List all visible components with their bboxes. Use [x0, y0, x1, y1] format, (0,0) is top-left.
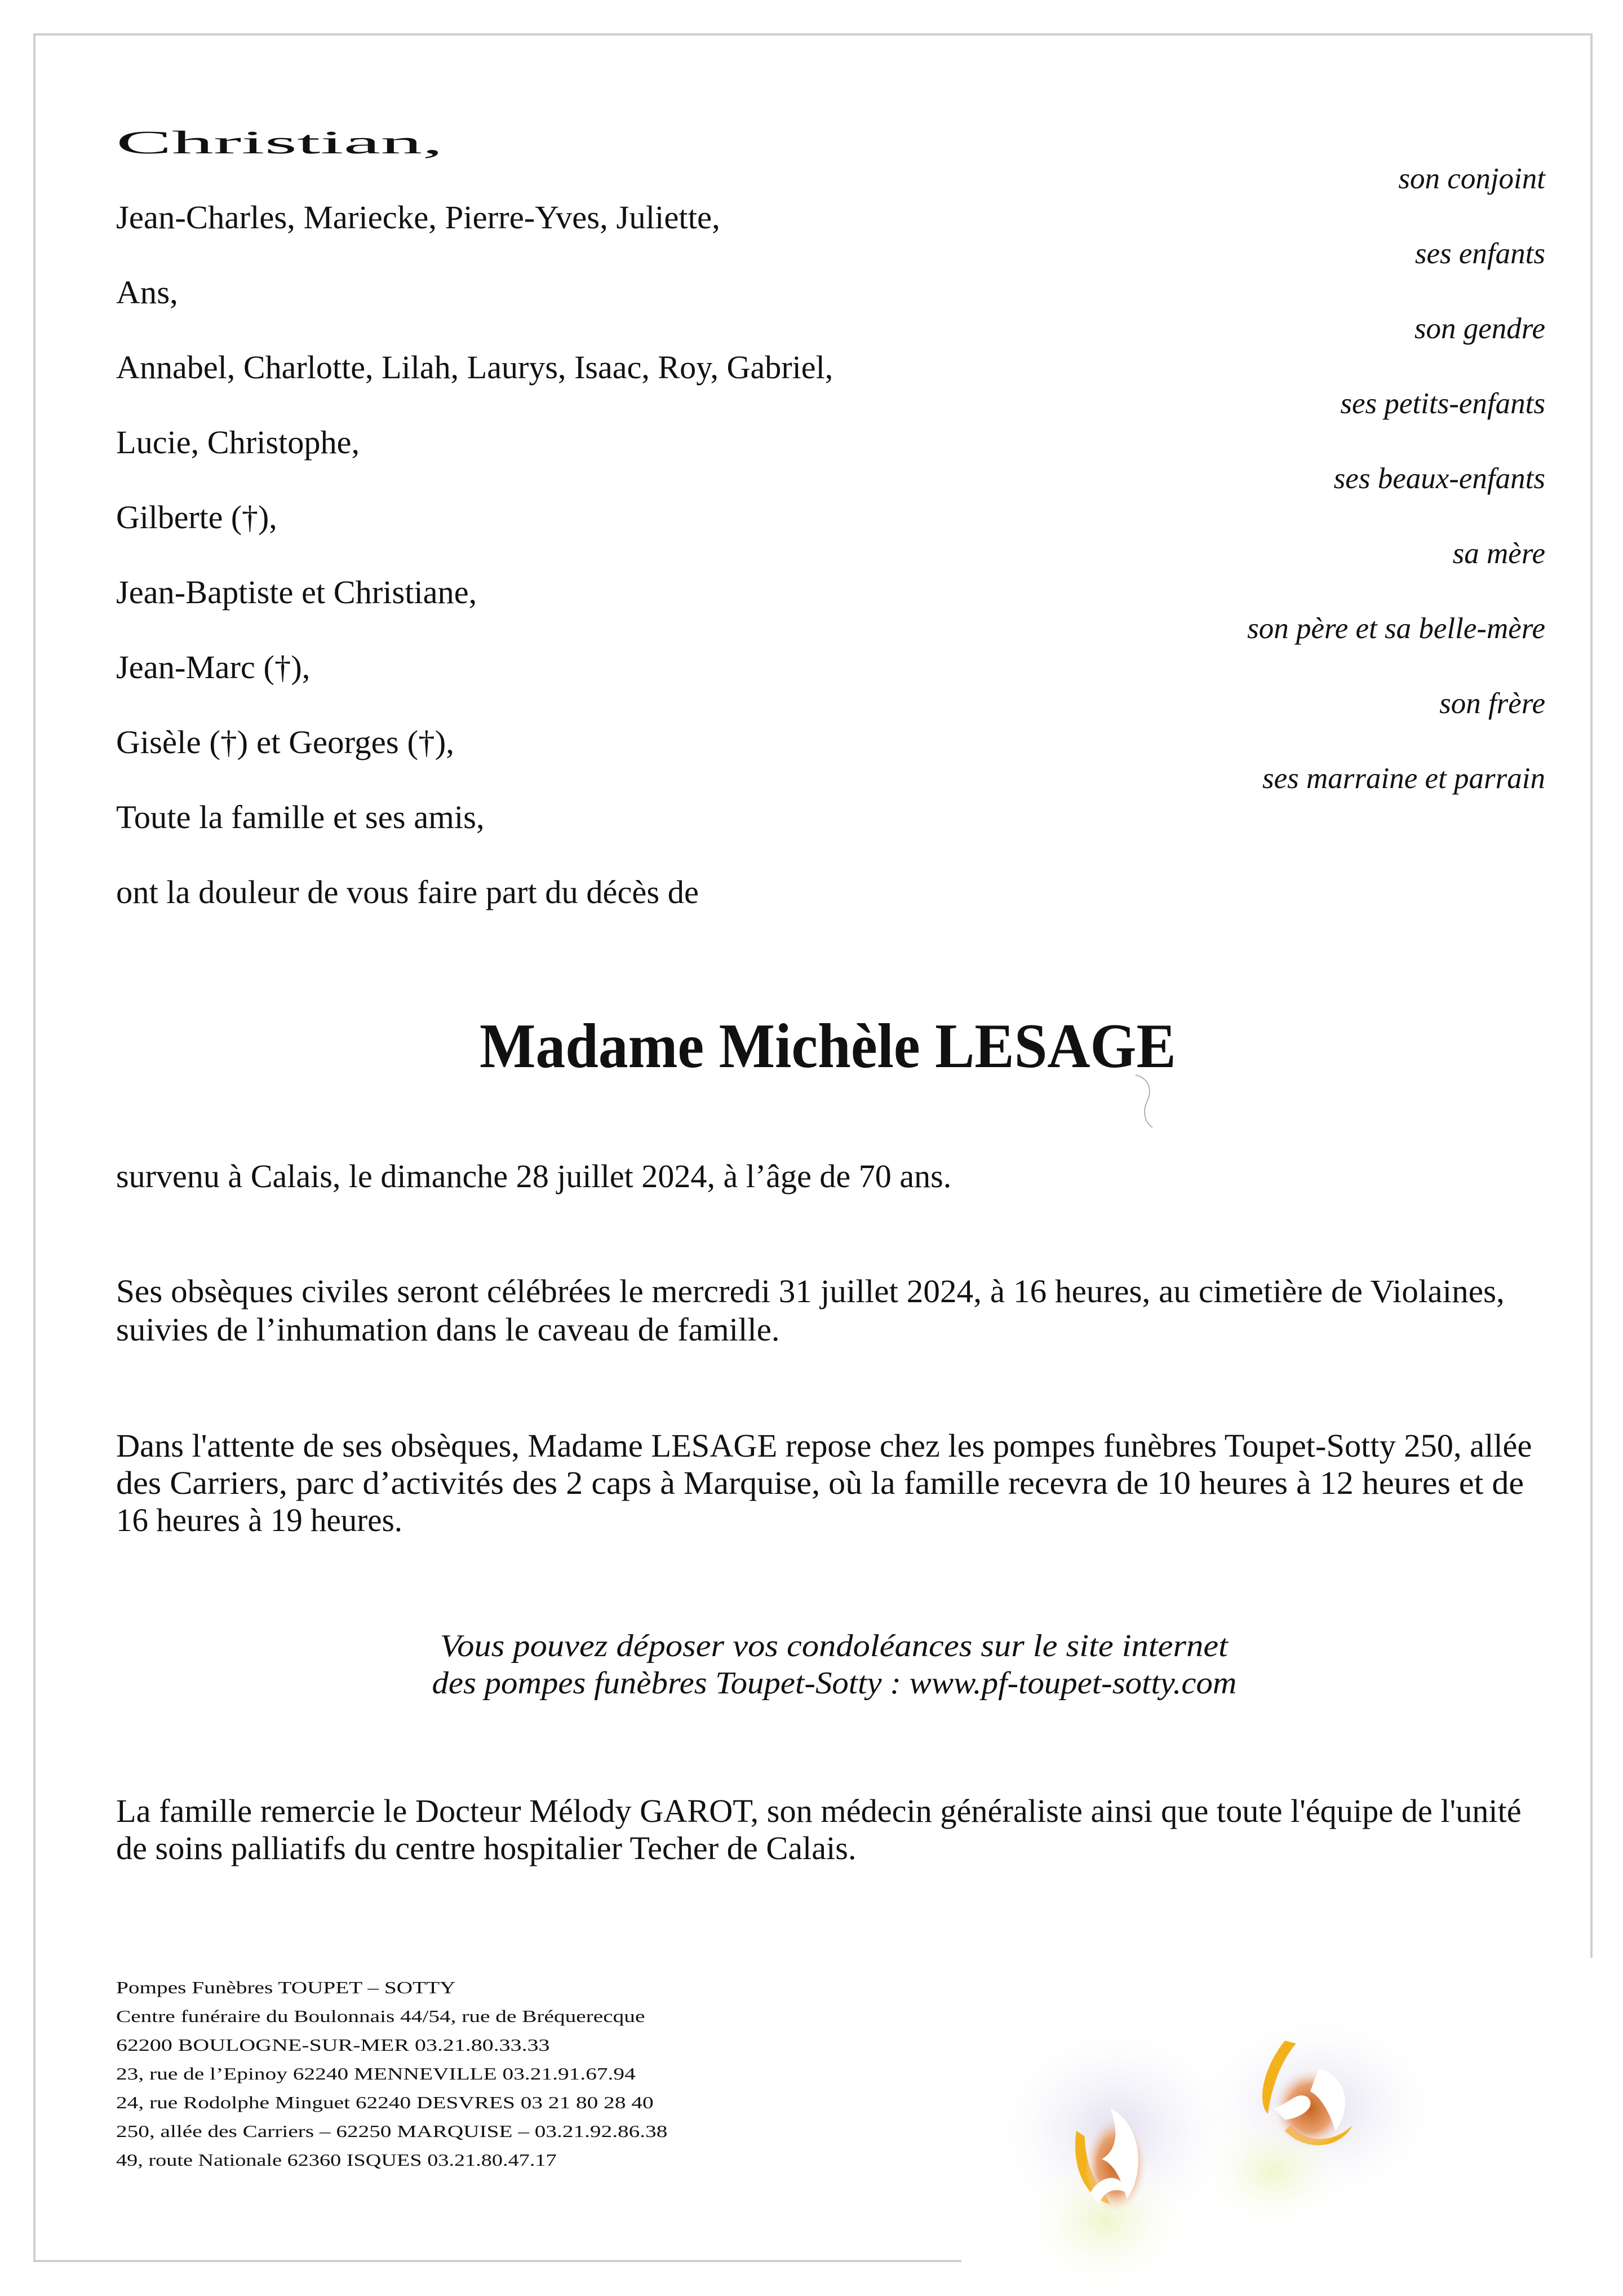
thanks-line: La famille remercie le Docteur Mélody GAROT, son médecin généraliste ainsi que toute l'équipe de l'unité [116, 1793, 1522, 1829]
announcement-text: ont la douleur de vous faire part du décès de [116, 874, 699, 910]
family-name-line: Ans, [116, 274, 178, 311]
death-notice-text: survenu à Calais, le dimanche 28 juillet 2024, à l’âge de 70 ans. [116, 1158, 952, 1195]
condolences-link-line[interactable]: des pompes funèbres Toupet-Sotty : www.pf-toupet-sotty.com [432, 1666, 1236, 1701]
page-frame-left [33, 33, 36, 2262]
footer-line: 250, allée des Carriers – 62250 MARQUISE – 03.21.92.86.38 [116, 2121, 668, 2141]
orchid-flowers-image [958, 1928, 1623, 2296]
footer-line: 49, route Nationale 62360 ISQUES 03.21.80.47.17 [116, 2150, 557, 2170]
relation-label: ses beaux-enfants [1333, 462, 1545, 495]
family-name-line: Jean-Charles, Mariecke, Pierre-Yves, Juliette, [116, 199, 720, 236]
family-name-line: Lucie, Christophe, [116, 424, 360, 461]
relation-label: son conjoint [1398, 162, 1545, 195]
family-name-line: Jean-Baptiste et Christiane, [116, 574, 477, 611]
footer-line: 62200 BOULOGNE-SUR-MER 03.21.80.33.33 [116, 2035, 550, 2055]
footer-line: 23, rue de l’Epinoy 62240 MENNEVILLE 03.21.91.67.94 [116, 2064, 636, 2083]
family-name-line: Christian, [116, 124, 444, 161]
orchid-right [1189, 2007, 1448, 2232]
visitation-line: Dans l'attente de ses obsèques, Madame LESAGE repose chez les pompes funèbres Toupet-Sotty 250, allée [116, 1427, 1532, 1464]
family-name-line: Gilberte (†), [116, 499, 277, 536]
footer-line: 24, rue Rodolphe Minguet 62240 DESVRES 03 21 80 28 40 [116, 2092, 654, 2112]
footer-line: Centre funéraire du Boulonnais 44/54, rue de Bréquerecque [116, 2006, 645, 2026]
relation-label: ses enfants [1414, 237, 1545, 270]
relation-label: son père et sa belle-mère [1247, 612, 1545, 645]
relation-label: ses marraine et parrain [1262, 762, 1545, 795]
family-name-line: Jean-Marc (†), [116, 649, 311, 685]
relation-label: son frère [1439, 687, 1545, 720]
relation-label: ses petits-enfants [1340, 387, 1545, 420]
condolences-line: Vous pouvez déposer vos condoléances sur le site internet [440, 1629, 1229, 1664]
visitation-line: des Carriers, parc d’activités des 2 caps à Marquise, où la famille recevra de 10 heures à 12 heures et de [116, 1465, 1524, 1501]
family-name-line: Toute la famille et ses amis, [116, 799, 485, 835]
scan-hair-artifact [1133, 1074, 1155, 1130]
page-frame-top [33, 33, 1593, 36]
deceased-name-heading: Madame Michèle LESAGE [480, 1011, 1176, 1081]
visitation-line: 16 heures à 19 heures. [116, 1502, 403, 1538]
funeral-line: Ses obsèques civiles seront célébrées le mercredi 31 juillet 2024, à 16 heures, au cimetière de Violaines, [116, 1273, 1505, 1310]
family-name-line: Annabel, Charlotte, Lilah, Laurys, Isaac, Roy, Gabriel, [116, 349, 833, 386]
relation-label: sa mère [1452, 537, 1545, 570]
family-name-line: Gisèle (†) et Georges (†), [116, 724, 454, 760]
relation-label: son gendre [1414, 312, 1545, 345]
footer-line: Pompes Funèbres TOUPET – SOTTY [116, 1978, 456, 1997]
page-frame-bottom [33, 2260, 961, 2262]
funeral-line: suivies de l’inhumation dans le caveau de famille. [116, 1311, 780, 1348]
thanks-line: de soins palliatifs du centre hospitalier Techer de Calais. [116, 1830, 857, 1866]
